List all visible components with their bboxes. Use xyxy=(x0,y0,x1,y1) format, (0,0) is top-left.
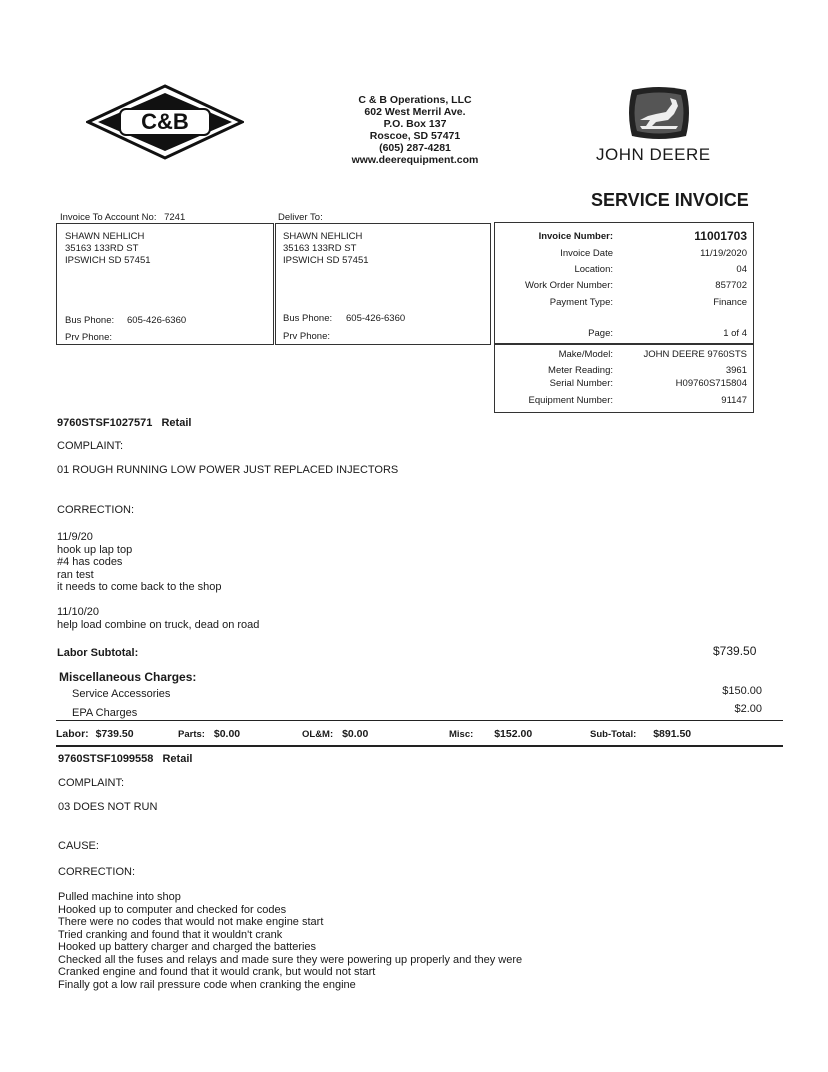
brand-name: JOHN DEERE xyxy=(596,145,711,164)
totals-parts xyxy=(178,728,240,740)
correction-line: hook up lap top xyxy=(57,543,133,556)
correction-line: #4 has codes xyxy=(57,556,123,568)
invoice-to-label xyxy=(60,212,185,223)
correction-line: help load combine on truck, dead on road xyxy=(57,618,260,631)
cb-logo xyxy=(86,84,244,160)
serial-number-label: Serial Number: xyxy=(549,378,613,389)
misc-charges-label: Miscellaneous Charges: xyxy=(59,670,197,684)
job2-header xyxy=(58,753,192,765)
job2-complaint: 03 DOES NOT RUN xyxy=(58,801,158,813)
invoice-date: 11/19/2020 xyxy=(700,248,747,259)
totals-misc xyxy=(449,728,532,740)
correction-line: 11/9/20 xyxy=(57,531,93,543)
equipment-number: 91147 xyxy=(721,395,747,406)
labor-subtotal: $739.50 xyxy=(713,644,757,658)
correction-line: ran test xyxy=(57,568,94,581)
misc-value: $152.00 xyxy=(494,728,533,740)
invoice-date-label: Invoice Date xyxy=(560,248,613,259)
misc-item-amount: $2.00 xyxy=(734,703,762,715)
job2-id: 9760STSF1099558 xyxy=(58,753,154,765)
totals-subtotal xyxy=(590,728,691,740)
company-line: (605) 287-4281 xyxy=(379,142,451,154)
equipment-box xyxy=(494,344,754,413)
invoice-number: 11001703 xyxy=(694,229,747,243)
correction-line: Checked all the fuses and relays and made sure they were powering up properly and they were xyxy=(58,953,523,966)
bill-bus-phone-label: Bus Phone: xyxy=(65,315,115,326)
misc-item-name: EPA Charges xyxy=(72,707,138,719)
invoice-to-text: Invoice To Account No: xyxy=(60,212,157,223)
deliver-city: IPSWICH SD 57451 xyxy=(283,255,369,266)
totals-olm xyxy=(302,728,368,740)
correction-line: Pulled machine into shop xyxy=(58,891,181,903)
job2-cause-label: CAUSE: xyxy=(58,840,99,852)
subtotal-value: $891.50 xyxy=(653,728,692,740)
subtotal-label: Sub-Total: xyxy=(590,729,637,740)
deliver-prv-phone-label: Prv Phone: xyxy=(283,331,330,342)
labor-subtotal-label: Labor Subtotal: xyxy=(57,647,139,659)
company-line: C & B Operations, LLC xyxy=(358,94,472,106)
location-label: Location: xyxy=(574,264,613,275)
deliver-to-label: Deliver To: xyxy=(278,212,323,223)
deliver-name: SHAWN NEHLICH xyxy=(283,231,363,242)
bill-name: SHAWN NEHLICH xyxy=(65,231,145,242)
correction-line: Hooked up battery charger and charged the batteries xyxy=(58,941,317,953)
work-order-label: Work Order Number: xyxy=(525,280,613,291)
payment-type-label: Payment Type: xyxy=(549,297,613,308)
parts-value: $0.00 xyxy=(213,728,241,740)
job1-id: 9760STSF1027571 xyxy=(57,417,153,429)
correction-line: Tried cranking and found that it wouldn't crank xyxy=(58,928,283,941)
page-label: Page: xyxy=(588,328,613,339)
deliver-bus-phone: 605-426-6360 xyxy=(346,313,406,324)
correction-line: Finally got a low rail pressure code when cranking the engine xyxy=(58,978,356,991)
bill-to-box xyxy=(56,223,274,345)
bill-street: 35163 133RD ST xyxy=(65,243,139,254)
job1-type: Retail xyxy=(161,417,192,429)
job1-complaint: 01 ROUGH RUNNING LOW POWER JUST REPLACED INJECTORS xyxy=(57,464,399,476)
bill-bus-phone: 605-426-6360 xyxy=(127,315,187,326)
correction-line: Hooked up to computer and checked for codes xyxy=(58,903,287,916)
divider xyxy=(56,720,783,721)
job2-correction-label: CORRECTION: xyxy=(58,866,135,878)
olm-value: $0.00 xyxy=(342,728,369,740)
job1-correction-a xyxy=(57,531,222,594)
parts-label: Parts: xyxy=(178,729,205,740)
job2-complaint-label: COMPLAINT: xyxy=(58,777,125,789)
serial-number: H09760S715804 xyxy=(675,378,747,389)
correction-line: it needs to come back to the shop xyxy=(57,581,222,593)
misc-item-name: Service Accessories xyxy=(72,688,171,700)
deliver-to-box xyxy=(275,223,491,345)
account-number: 7241 xyxy=(164,212,186,223)
payment-type: Finance xyxy=(713,297,747,308)
job1-header xyxy=(57,417,191,429)
equipment-number-label: Equipment Number: xyxy=(528,395,613,406)
bill-prv-phone-label: Prv Phone: xyxy=(65,332,112,343)
invoice-number-label: Invoice Number: xyxy=(538,231,613,242)
company-address xyxy=(340,94,490,166)
job2-type: Retail xyxy=(162,753,193,765)
labor-label: Labor: xyxy=(56,728,89,740)
meter-reading: 3961 xyxy=(725,365,747,376)
job1-correction-b xyxy=(57,606,259,631)
misc-label: Misc: xyxy=(449,729,474,740)
company-line: www.deerequipment.com xyxy=(351,154,479,166)
totals-labor xyxy=(56,728,134,740)
company-line: Roscoe, SD 57471 xyxy=(369,130,461,142)
bill-city: IPSWICH SD 57451 xyxy=(65,255,151,266)
correction-line: 11/10/20 xyxy=(57,606,100,618)
deer-logo-icon xyxy=(626,86,692,140)
company-line: 602 West Merril Ave. xyxy=(364,106,466,118)
company-line: P.O. Box 137 xyxy=(383,118,447,130)
location-value: 04 xyxy=(736,264,747,275)
correction-line: There were no codes that would not make engine start xyxy=(58,916,324,928)
make-model-label: Make/Model: xyxy=(558,349,613,360)
work-order-number: 857702 xyxy=(715,280,747,291)
job2-correction-lines xyxy=(58,891,522,991)
misc-item-amount: $150.00 xyxy=(722,685,762,697)
page-number: 1 of 4 xyxy=(723,328,747,339)
divider xyxy=(56,745,783,747)
olm-label: OL&M: xyxy=(302,729,334,740)
page-title: SERVICE INVOICE xyxy=(591,190,749,210)
invoice-info-box xyxy=(494,222,754,344)
labor-value: $739.50 xyxy=(95,728,134,740)
make-model: JOHN DEERE 9760STS xyxy=(643,349,747,360)
meter-reading-label: Meter Reading: xyxy=(548,365,613,376)
cb-logo-text: C&B xyxy=(141,109,189,134)
correction-line: Cranked engine and found that it would crank, but would not start xyxy=(58,966,376,978)
deliver-street: 35163 133RD ST xyxy=(283,243,357,254)
job1-correction-label: CORRECTION: xyxy=(57,504,134,516)
job1-complaint-label: COMPLAINT: xyxy=(57,440,124,452)
deliver-bus-phone-label: Bus Phone: xyxy=(283,313,333,324)
